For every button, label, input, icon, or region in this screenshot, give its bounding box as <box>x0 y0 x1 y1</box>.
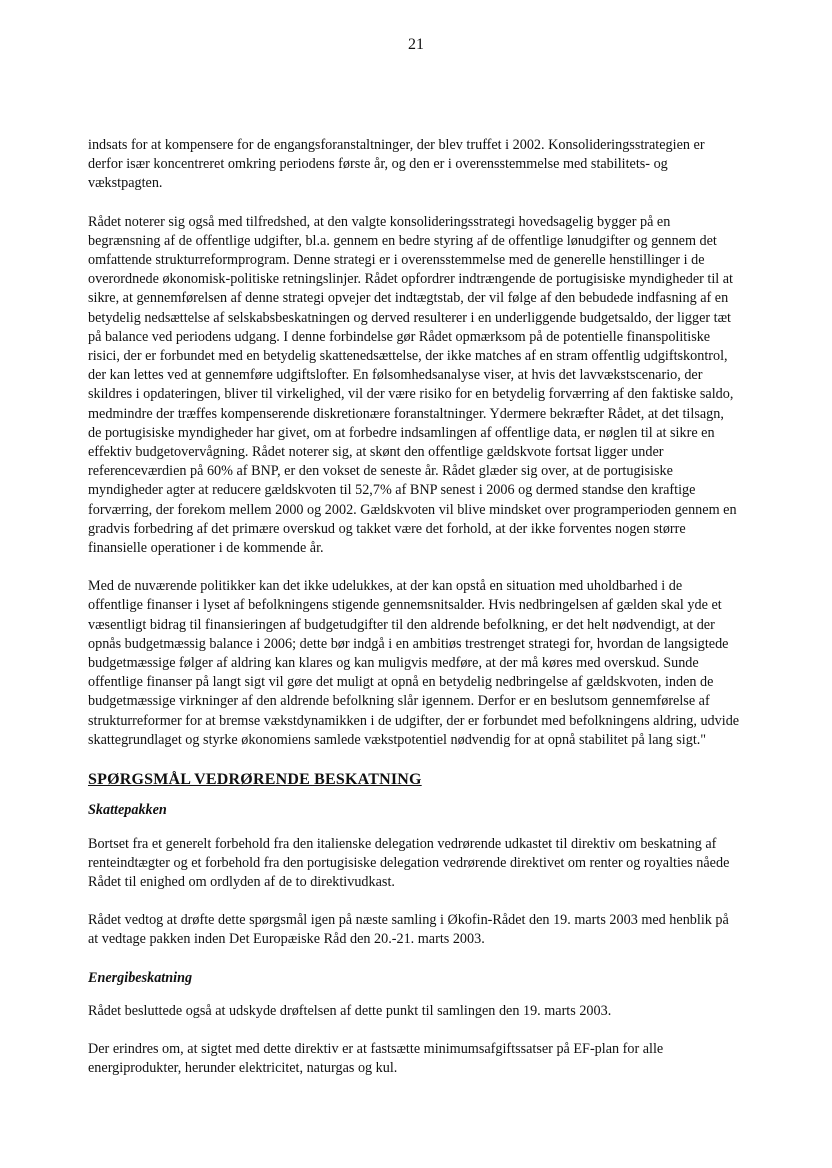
paragraph: Rådet noterer sig også med tilfredshed, at den valgte konsolideringsstrategi hovedsagelig bygger på en begrænsning af de offentlige udgifter, bl.a. gennem en bedre styring af de offentlige lønudgifter og gennem det omfattende strukturreformprogram. Denne strategi er i overensstemmelse med de generelle henstillinger i de overordnede økonomisk-politiske retningslinjer. Rådet opfordrer indtrængende de portugisiske myndigheder til at sikre, at gennemførelsen af denne strategi opvejer det indtægtstab, der vil følge af den bebudede indfasning af en betydelig nedsættelse af selskabsbeskatningen og derved resulterer i en underliggende budgetsaldo, der ligger tæt på balance ved periodens udgang. I denne forbindelse gør Rådet opmærksom på de potentielle finanspolitiske risici, der er forbundet med en betydelig skattenedsættelse, der ikke matches af en stram offentlig udgiftskontrol, der kan lettes ved at gennemføre udgiftslofter. En følsomhedsanalyse viser, at hvis det lavvækstscenario, der skildres i opdateringen, bliver til virkelighed, vil der være risiko for en betydelig forværring af den faktiske saldo, medmindre der træffes kompenserende diskretionære foranstaltninger. Ydermere bekræfter Rådet, at det tilsagn, de portugisiske myndigheder har givet, om at forbedre indsamlingen af offentlige data, er nøglen til at sikre en effektiv budgetovervågning. Rådet noterer sig, at skønt den offentlige gældskvote fortsat ligger under referenceværdien på 60% af BNP, er den vokset de seneste år. Rådet glæder sig over, at de portugisiske myndigheder agter at reducere gældskvoten til 52,7% af BNP senest i 2006 og dermed standse den kraftige forværring, der forekom mellem 2000 og 2002. Gældskvoten vil blive mindsket over programperioden gennem en gradvis forbedring af det primære overskud og takket være det forhold, at der ikke forventes nogen større finansielle operationer i de kommende år. <box>88 213 737 557</box>
paragraph: Med de nuværende politikker kan det ikke udelukkes, at der kan opstå en situation med uholdbarhed i de offentlige finanser i lyset af befolkningens stigende gennemsnitsalder. Hvis nedbringelsen af gælden skal yde et væsentligt bidrag til finansieringen af budgetudgifter til den aldrende befolkning, er det helt nødvendigt, at der opnås budgetmæssig balance i 2006; dette bør indgå i en ambitiøs trestrenget strategi for, hvordan de langsigtede budgetmæssige følger af aldring kan klares og kan muligvis medføre, at der må køres med overskud. Sunde offentlige finanser på langt sigt vil gøre det muligt at opnå en betydelig nedbringelse af gældskvoten, inden de budgetmæssige virkninger af den aldrende befolkning slår igennem. Derfor er en beslutsom gennemførelse af strukturreformer for at bremse vækstdynamikken i de udgifter, der er forbundet med befolkningens aldring, udvide skattegrundlaget og styrke økonomiens samlede vækstpotentiel nødvendig for at opnå stabilitet på lang sigt." <box>88 578 740 748</box>
section-heading: SPØRGSMÅL VEDRØRENDE BESKATNING <box>88 771 422 789</box>
paragraph: Bortset fra et generelt forbehold fra den italienske delegation vedrørende udkastet til direktiv om beskatning af renteindtægter og et forbehold fra den portugisiske delegation vedrørende direktivet om renter og royalties nåede Rådet til enighed om ordlyden af de to direktivudkast. <box>88 835 730 890</box>
paragraph: indsats for at kompensere for de engangsforanstaltninger, der blev truffet i 2002. Konsolideringsstrategien er derfor især koncentreret omkring periodens første år, og den er i overensstemmelse med stabilitets- og vækstpagten. <box>88 137 705 192</box>
subsection-heading: Skattepakken <box>88 802 167 819</box>
document-body <box>88 136 740 1097</box>
paragraph: Rådet besluttede også at udskyde drøftelsen af dette punkt til samlingen den 19. marts 2003. <box>88 1002 612 1019</box>
subsection-heading: Energibeskatning <box>88 969 193 986</box>
paragraph: Der erindres om, at sigtet med dette direktiv er at fastsætte minimumsafgiftssatser på EF-plan for alle energiprodukter, herunder elektricitet, naturgas og kul. <box>88 1040 664 1077</box>
page-number: 21 <box>408 36 424 53</box>
paragraph: Rådet vedtog at drøfte dette spørgsmål igen på næste samling i Økofin-Rådet den 19. marts 2003 med henblik på at vedtage pakken inden Det Europæiske Råd den 20.-21. marts 2003. <box>88 912 729 948</box>
